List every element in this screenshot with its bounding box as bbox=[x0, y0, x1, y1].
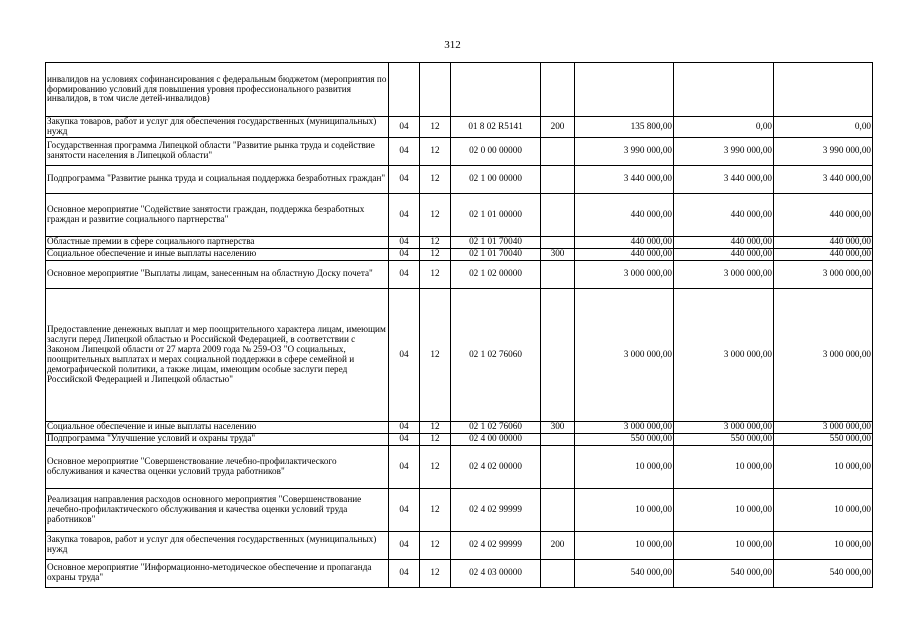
table-row bbox=[46, 288, 873, 421]
row-sum-year-3: 3 990 000,00 bbox=[774, 137, 873, 165]
row-sum-year-1: 440 000,00 bbox=[575, 236, 674, 248]
row-expense-type: 300 bbox=[541, 421, 575, 433]
page-number: 312 bbox=[444, 39, 461, 51]
row-sum-year-2: 440 000,00 bbox=[674, 236, 774, 248]
row-target-article: 02 1 02 00000 bbox=[451, 260, 541, 288]
row-subsection: 12 bbox=[420, 531, 451, 559]
row-sum-year-2: 3 000 000,00 bbox=[674, 288, 774, 421]
row-sum-year-2: 10 000,00 bbox=[674, 488, 774, 531]
row-target-article: 02 1 01 70040 bbox=[451, 236, 541, 248]
row-target-article bbox=[451, 63, 541, 117]
row-name: Реализация направления расходов основного мероприятия "Совершенствование лечебно-профилактического обслуживания и качества оценки условий труда работников" bbox=[46, 488, 389, 531]
row-name: инвалидов на условиях софинансирования с федеральным бюджетом (мероприятия по формированию условий для повышения уровня профессионального развития инвалидов, в том числе детей-инвалидов) bbox=[46, 63, 389, 117]
row-name: Предоставление денежных выплат и мер поощрительного характера лицам, имеющим заслуги перед Липецкой областью и Российской Федерацией, в соответствии с Законом Липецкой области от 27 марта 2009 года № 259-ОЗ "О социальных, поощрительных выплатах и мерах социальной поддержки в сфере семейной и демографической политики, а также лицам, имеющим особые заслуги перед Российской Федерацией и Липецкой областью" bbox=[46, 288, 389, 421]
row-section: 04 bbox=[389, 559, 420, 587]
row-sum-year-3: 440 000,00 bbox=[774, 193, 873, 236]
table-row bbox=[46, 117, 873, 138]
row-name: Государственная программа Липецкой области "Развитие рынка труда и содействие занятости населения в Липецкой области" bbox=[46, 137, 389, 165]
row-sum-year-3: 440 000,00 bbox=[774, 248, 873, 260]
row-sum-year-3 bbox=[774, 63, 873, 117]
row-expense-type bbox=[541, 288, 575, 421]
row-expense-type bbox=[541, 137, 575, 165]
row-expense-type bbox=[541, 260, 575, 288]
row-sum-year-1: 3 990 000,00 bbox=[575, 137, 674, 165]
row-name: Закупка товаров, работ и услуг для обеспечения государственных (муниципальных) нужд bbox=[46, 531, 389, 559]
row-expense-type bbox=[541, 488, 575, 531]
row-expense-type: 200 bbox=[541, 531, 575, 559]
row-expense-type bbox=[541, 165, 575, 193]
row-sum-year-1: 440 000,00 bbox=[575, 248, 674, 260]
row-name: Подпрограмма "Улучшение условий и охраны труда" bbox=[46, 433, 389, 445]
table-row bbox=[46, 559, 873, 587]
row-name: Основное мероприятие "Совершенствование лечебно-профилактического обслуживания и качества оценки условий труда работников" bbox=[46, 445, 389, 488]
row-section: 04 bbox=[389, 137, 420, 165]
row-sum-year-1: 10 000,00 bbox=[575, 531, 674, 559]
row-sum-year-3: 10 000,00 bbox=[774, 531, 873, 559]
row-section: 04 bbox=[389, 488, 420, 531]
row-sum-year-3: 0,00 bbox=[774, 117, 873, 138]
row-target-article: 02 4 00 00000 bbox=[451, 433, 541, 445]
row-sum-year-3: 3 000 000,00 bbox=[774, 421, 873, 433]
table-row bbox=[46, 488, 873, 531]
row-sum-year-3: 3 000 000,00 bbox=[774, 260, 873, 288]
row-name: Подпрограмма "Развитие рынка труда и социальная поддержка безработных граждан" bbox=[46, 165, 389, 193]
row-name: Основное мероприятие "Содействие занятости граждан, поддержка безработных граждан и развитие социального партнерства" bbox=[46, 193, 389, 236]
row-sum-year-3: 540 000,00 bbox=[774, 559, 873, 587]
row-subsection: 12 bbox=[420, 288, 451, 421]
row-expense-type bbox=[541, 193, 575, 236]
row-subsection: 12 bbox=[420, 137, 451, 165]
row-sum-year-3: 10 000,00 bbox=[774, 445, 873, 488]
row-name: Закупка товаров, работ и услуг для обеспечения государственных (муниципальных) нужд bbox=[46, 117, 389, 138]
row-target-article: 02 1 00 00000 bbox=[451, 165, 541, 193]
row-sum-year-1: 3 000 000,00 bbox=[575, 288, 674, 421]
row-sum-year-2: 540 000,00 bbox=[674, 559, 774, 587]
row-section: 04 bbox=[389, 531, 420, 559]
row-subsection: 12 bbox=[420, 248, 451, 260]
table-row bbox=[46, 433, 873, 445]
row-expense-type: 200 bbox=[541, 117, 575, 138]
row-target-article: 02 0 00 00000 bbox=[451, 137, 541, 165]
row-sum-year-1: 3 440 000,00 bbox=[575, 165, 674, 193]
row-expense-type bbox=[541, 63, 575, 117]
row-subsection: 12 bbox=[420, 433, 451, 445]
row-name: Основное мероприятие "Выплаты лицам, занесенным на областную Доску почета" bbox=[46, 260, 389, 288]
row-section: 04 bbox=[389, 248, 420, 260]
row-subsection: 12 bbox=[420, 559, 451, 587]
row-sum-year-2 bbox=[674, 63, 774, 117]
budget-table bbox=[45, 62, 873, 588]
row-name: Социальное обеспечение и иные выплаты населению bbox=[46, 248, 389, 260]
row-sum-year-3: 550 000,00 bbox=[774, 433, 873, 445]
row-subsection: 12 bbox=[420, 445, 451, 488]
row-section: 04 bbox=[389, 445, 420, 488]
row-target-article: 02 1 01 00000 bbox=[451, 193, 541, 236]
row-target-article: 02 4 03 00000 bbox=[451, 559, 541, 587]
row-section: 04 bbox=[389, 236, 420, 248]
row-sum-year-3: 10 000,00 bbox=[774, 488, 873, 531]
row-name: Областные премии в сфере социального партнерства bbox=[46, 236, 389, 248]
row-target-article: 02 4 02 99999 bbox=[451, 488, 541, 531]
row-target-article: 02 1 01 70040 bbox=[451, 248, 541, 260]
row-sum-year-3: 440 000,00 bbox=[774, 236, 873, 248]
row-subsection: 12 bbox=[420, 421, 451, 433]
row-expense-type bbox=[541, 236, 575, 248]
row-subsection: 12 bbox=[420, 165, 451, 193]
row-sum-year-1: 10 000,00 bbox=[575, 488, 674, 531]
row-section: 04 bbox=[389, 193, 420, 236]
row-subsection: 12 bbox=[420, 193, 451, 236]
table-row bbox=[46, 137, 873, 165]
row-target-article: 01 8 02 R5141 bbox=[451, 117, 541, 138]
row-section: 04 bbox=[389, 421, 420, 433]
row-expense-type bbox=[541, 433, 575, 445]
row-sum-year-2: 0,00 bbox=[674, 117, 774, 138]
table-row bbox=[46, 421, 873, 433]
row-section: 04 bbox=[389, 117, 420, 138]
row-section: 04 bbox=[389, 260, 420, 288]
row-sum-year-2: 10 000,00 bbox=[674, 445, 774, 488]
row-section: 04 bbox=[389, 433, 420, 445]
row-sum-year-2: 10 000,00 bbox=[674, 531, 774, 559]
row-sum-year-1: 540 000,00 bbox=[575, 559, 674, 587]
row-subsection: 12 bbox=[420, 260, 451, 288]
row-sum-year-2: 3 440 000,00 bbox=[674, 165, 774, 193]
row-sum-year-2: 550 000,00 bbox=[674, 433, 774, 445]
table-row bbox=[46, 165, 873, 193]
row-target-article: 02 4 02 99999 bbox=[451, 531, 541, 559]
row-expense-type bbox=[541, 559, 575, 587]
row-subsection: 12 bbox=[420, 236, 451, 248]
row-target-article: 02 4 02 00000 bbox=[451, 445, 541, 488]
row-sum-year-2: 3 000 000,00 bbox=[674, 421, 774, 433]
row-sum-year-2: 3 000 000,00 bbox=[674, 260, 774, 288]
row-target-article: 02 1 02 76060 bbox=[451, 288, 541, 421]
row-subsection bbox=[420, 63, 451, 117]
table-row bbox=[46, 236, 873, 248]
row-sum-year-1: 10 000,00 bbox=[575, 445, 674, 488]
table-row bbox=[46, 63, 873, 117]
row-subsection: 12 bbox=[420, 488, 451, 531]
row-sum-year-1: 3 000 000,00 bbox=[575, 421, 674, 433]
table-row bbox=[46, 248, 873, 260]
row-sum-year-1 bbox=[575, 63, 674, 117]
row-sum-year-1: 135 800,00 bbox=[575, 117, 674, 138]
row-expense-type: 300 bbox=[541, 248, 575, 260]
row-sum-year-1: 550 000,00 bbox=[575, 433, 674, 445]
row-section: 04 bbox=[389, 165, 420, 193]
row-expense-type bbox=[541, 445, 575, 488]
row-section: 04 bbox=[389, 288, 420, 421]
row-sum-year-2: 440 000,00 bbox=[674, 248, 774, 260]
row-section bbox=[389, 63, 420, 117]
table-row bbox=[46, 260, 873, 288]
row-sum-year-1: 440 000,00 bbox=[575, 193, 674, 236]
row-sum-year-3: 3 000 000,00 bbox=[774, 288, 873, 421]
row-name: Основное мероприятие "Информационно-методическое обеспечение и пропаганда охраны труда" bbox=[46, 559, 389, 587]
row-subsection: 12 bbox=[420, 117, 451, 138]
table-row bbox=[46, 445, 873, 488]
row-sum-year-1: 3 000 000,00 bbox=[575, 260, 674, 288]
row-sum-year-2: 3 990 000,00 bbox=[674, 137, 774, 165]
row-sum-year-2: 440 000,00 bbox=[674, 193, 774, 236]
row-sum-year-3: 3 440 000,00 bbox=[774, 165, 873, 193]
table-row bbox=[46, 531, 873, 559]
row-target-article: 02 1 02 76060 bbox=[451, 421, 541, 433]
table-row bbox=[46, 193, 873, 236]
row-name: Социальное обеспечение и иные выплаты населению bbox=[46, 421, 389, 433]
